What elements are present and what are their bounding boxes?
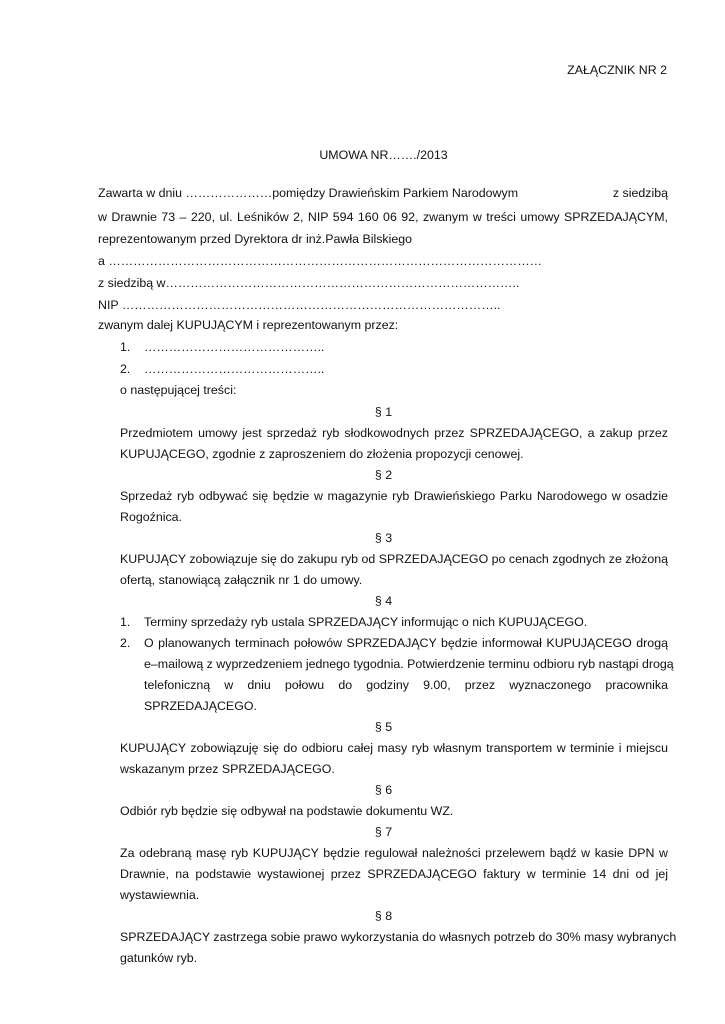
intro-line-1: Zawarta w dniu …………………pomiędzy Drawieńskim Parkiem Narodowym	[98, 186, 519, 200]
section-6-line-1: Odbiór ryb będzie się odbywał na podstawie dokumentu WZ.	[120, 804, 454, 818]
section-1-heading: § 1	[374, 405, 393, 419]
section-7-line-1: Za odebraną masę ryb KUPUJĄCY będzie regulował należności przelewem bądź w kasie DPN w	[120, 846, 668, 860]
section-4-item-2-line-4: SPRZEDAJĄCEGO.	[144, 699, 257, 713]
rep-1-number: 1.	[120, 340, 131, 354]
section-7-line-2: Drawnie, na podstawie wystawionej przez SPRZEDAJĄCEGO faktury w terminie 14 dni od jej	[120, 867, 668, 881]
section-4-item-2-line-2: e–mailową z wyprzedzeniem jednego tygodnia. Potwierdzenie terminu odbioru ryb nastąpi drogą	[144, 657, 674, 671]
section-3-line-2: ofertą, stanowiącą załącznik nr 1 do umowy.	[120, 573, 363, 587]
section-4-item-2-number: 2.	[120, 636, 131, 650]
contract-title: UMOWA NR……./2013	[319, 148, 448, 162]
section-5-heading: § 5	[374, 720, 393, 734]
section-4-item-2-line-3: telefoniczną w dniu połowu do godziny 9.00, przez wyznaczonego pracownika	[144, 678, 668, 692]
buyer-nip-line: NIP ………………………………………………………………………………..	[98, 298, 501, 312]
buyer-name-line: a ……………………………………………………………………………………………	[98, 254, 543, 268]
rep-1-line: ……………………………………..	[144, 340, 325, 354]
annex-label: ZAŁĄCZNIK NR 2	[567, 63, 667, 77]
section-8-line-1: SPRZEDAJĄCY zastrzega sobie prawo wykorzystania do własnych potrzeb do 30% masy wybranych	[120, 930, 677, 944]
intro-line-7: zwanym dalej KUPUJĄCYM i reprezentowanym przez:	[98, 318, 399, 332]
section-2-line-1: Sprzedaż ryb odbywać się będzie w magazynie ryb Drawieńskiego Parku Narodowego w osadzie	[120, 489, 668, 503]
section-7-line-3: wystawiewnia.	[120, 888, 200, 902]
section-8-line-2: gatunków ryb.	[120, 951, 198, 965]
section-5-line-1: KUPUJĄCY zobowiązuję się do odbioru całej masy ryb własnym transportem w terminie i miejscu	[120, 741, 668, 755]
section-4-item-2-line-1: O planowanych terminach połowów SPRZEDAJĄCY będzie informował KUPUJĄCEGO drogą	[144, 636, 668, 650]
section-5-line-2: wskazanym przez SPRZEDAJĄCEGO.	[120, 762, 335, 776]
rep-2-number: 2.	[120, 362, 131, 376]
section-4-heading: § 4	[374, 594, 393, 608]
section-2-heading: § 2	[374, 468, 393, 482]
section-1-line-1: Przedmiotem umowy jest sprzedaż ryb słodkowodnych przez SPRZEDAJĄCEGO, a zakup przez	[120, 426, 668, 440]
section-2-line-2: Rogoźnica.	[120, 510, 182, 524]
section-4-item-1-number: 1.	[120, 615, 131, 629]
section-6-heading: § 6	[374, 783, 393, 797]
section-3-heading: § 3	[374, 531, 393, 545]
rep-2-line: ……………………………………..	[144, 362, 325, 376]
intro-line-2: w Drawnie 73 – 220, ul. Leśników 2, NIP 594 160 06 92, zwanym w treści umowy SPRZEDAJĄCYM,	[98, 210, 668, 224]
section-4-item-1: Terminy sprzedaży ryb ustala SPRZEDAJĄCY informując o nich KUPUJĄCEGO.	[144, 615, 588, 629]
section-8-heading: § 8	[374, 909, 393, 923]
intro-line-8: o następującej treści:	[120, 383, 237, 397]
intro-line-1-end: z siedzibą	[612, 186, 668, 200]
section-3-line-1: KUPUJĄCY zobowiązuje się do zakupu ryb od SPRZEDAJĄCEGO po cenach zgodnych ze złożoną	[120, 552, 668, 566]
buyer-address-line: z siedzibą w…………………………………………………………………………..	[98, 276, 520, 290]
intro-line-3: reprezentowanym przed Dyrektora dr inż.Pawła Bilskiego	[98, 232, 413, 246]
section-1-line-2: KUPUJĄCEGO, zgodnie z zaproszeniem do złożenia propozycji cenowej.	[120, 447, 524, 461]
section-7-heading: § 7	[374, 825, 393, 839]
